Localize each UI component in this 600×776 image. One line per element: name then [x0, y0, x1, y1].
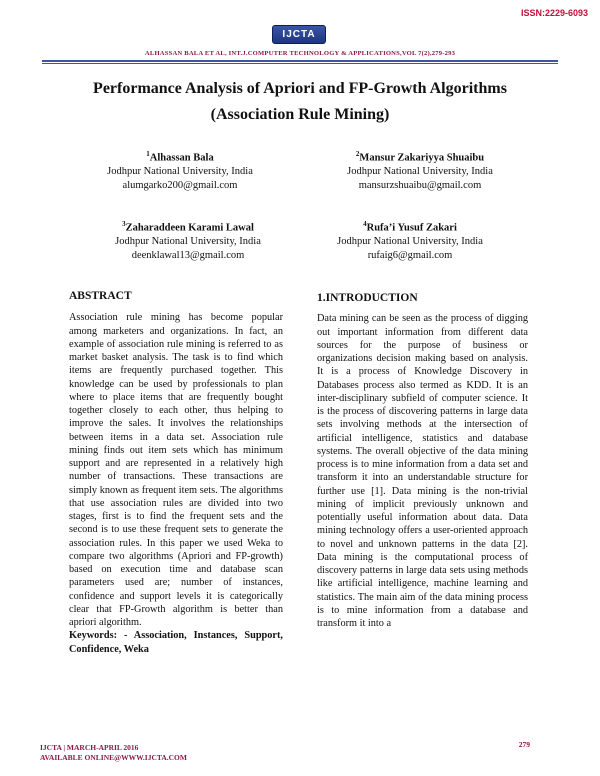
author-name: Zaharaddeen Karami Lawal — [125, 222, 254, 234]
author-sup: 1 — [146, 150, 150, 158]
abstract-heading: ABSTRACT — [69, 290, 132, 302]
author-email: mansurzshuaibu@gmail.com — [358, 179, 482, 191]
paper-title — [0, 76, 600, 128]
author-sup: 4 — [363, 220, 367, 228]
introduction-column — [317, 292, 528, 630]
footer-issue: IJCTA | MARCH-APRIL 2016 — [40, 743, 139, 752]
author-name: Rufa’i Yusuf Zakari — [366, 222, 457, 234]
introduction-heading: 1.INTRODUCTION — [317, 292, 418, 304]
author-email: alumgarko200@gmail.com — [122, 179, 238, 191]
journal-logo: IJCTA — [272, 25, 326, 44]
author-email: deenklawal13@gmail.com — [131, 249, 245, 261]
author-block-1 — [60, 148, 300, 192]
abstract-column — [69, 290, 283, 656]
abstract-body: Association rule mining has become popular among marketers and organizations. In fact, an example of association rule mining is referred to as market basket analysis. The task is to find which items are frequently purchased together. This knowledge can be used by professionals to plan where to place items that are frequently bought together closely to each other, thus helping to improve the sales. It involves the relationships between items in a data set. Association rule mining finds out item sets which has minimum support and are represented in a relatively high number of transactions. These transactions are simply known as frequent item sets. The algorithms that use association rules are divided into two stages, first is to find the frequent sets and the second is to use these frequent sets to generate the association rules. In this paper we used Weka to compare two algorithms (Apriori and FP-growth) based on execution time and database scan parameters used are; number of instances, confidence and support levels it is categorically clear that FP-Growth algorithm is better than apriori algorithm. — [69, 312, 283, 628]
footer-url: AVAILABLE ONLINE@WWW.IJCTA.COM — [40, 753, 187, 762]
author-affiliation: Jodhpur National University, India — [347, 166, 493, 177]
author-email: rufaig6@gmail.com — [367, 249, 453, 261]
author-block-3 — [68, 218, 308, 262]
author-name: Alhassan Bala — [149, 152, 214, 164]
author-sup: 2 — [355, 150, 360, 158]
author-sup: 3 — [122, 220, 126, 228]
introduction-body: Data mining can be seen as the process of digging out important information from different data sources for the purpose of business or organizations decision making based on analysis. It is a process of Knowledge Discovery in Databases process also termed as KDD. It is an inter-disciplinary subfield of computer science. It is the process of discovering patterns in large data sets involving methods at the intersection of artificial intelligence, statistics and database systems. The overall objective of the data mining process is to mine information from a data set and transform it into an understandable structure for further use [1]. Data mining is the non-trivial mining of implicit previously unknown and potentially useful information about data. Data mining technology offers a user-oriented approach to novel and unknown patterns in the data [2]. Data mining is the computational process of discovery patterns in large data sets using methods like artificial intelligence, machine learning and statistics. The main aim of the data mining process is to mine information from a database and transform it into a — [317, 313, 528, 629]
page-number: 279 — [518, 740, 530, 749]
header-rule-top — [42, 60, 558, 62]
author-name: Mansur Zakariyya Shuaibu — [359, 152, 485, 164]
header-rule-bottom — [42, 63, 558, 64]
page-footer — [40, 743, 187, 763]
author-affiliation: Jodhpur National University, India — [107, 166, 253, 177]
author-affiliation: Jodhpur National University, India — [115, 236, 261, 247]
journal-header: ALHASSAN BALA ET AL, INT.J.COMPUTER TECHNOLOGY & APPLICATIONS,VOL 7(2),279-293 — [144, 50, 456, 57]
author-block-4 — [290, 218, 530, 262]
title-line-2: (Association Rule Mining) — [210, 106, 390, 123]
issn-label: ISSN:2229-6093 — [520, 8, 588, 18]
keywords: Keywords: - Association, Instances, Support, Confidence, Weka — [69, 630, 283, 655]
author-affiliation: Jodhpur National University, India — [337, 236, 483, 247]
title-line-1: Performance Analysis of Apriori and FP-Growth Algorithms — [93, 80, 507, 97]
author-block-2 — [300, 148, 540, 192]
